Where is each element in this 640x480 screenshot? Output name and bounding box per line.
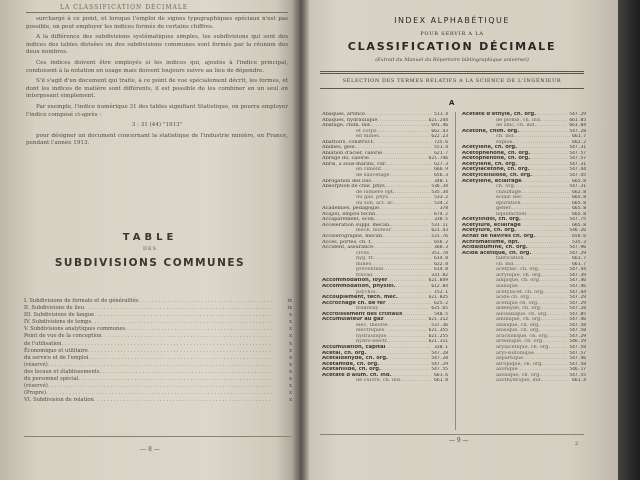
index-term: acide ch. org. — [496, 295, 531, 301]
index-code: 547.28 — [569, 128, 586, 134]
left-page-number: — 8 — — [140, 446, 160, 453]
toc-page: x — [289, 326, 292, 333]
index-code: 546.17 — [569, 367, 586, 373]
index-term: Abîmes, géol. — [322, 145, 357, 151]
index-code: 625.2 — [434, 300, 448, 306]
index-term: liquéfaction — [496, 211, 527, 217]
index-term: Acétophénone, ch. org. — [462, 156, 531, 162]
toc-page: x — [289, 354, 292, 361]
index-letter: A — [449, 99, 455, 107]
index-term: Achromatisme, opt. — [462, 239, 520, 245]
index-code: 621.849 — [428, 278, 448, 284]
section-heading: SÉLECTION DES TERMES RELATIFS A LA SCIENCE DE L'INGÉNIEUR — [342, 78, 562, 84]
index-term: psychol. — [356, 289, 377, 295]
index-term: hydraulique — [356, 333, 387, 339]
index-term: azotique — [496, 367, 518, 373]
index-code: 614.8 — [434, 256, 448, 262]
paragraph: Par exemple, l'indice numérique 31 des tables signifiant Statistique, on pourra employer l'indice composé ci-après : — [26, 103, 288, 118]
toc-leader — [101, 333, 272, 340]
index-term: Accélérographe, mécan. — [322, 234, 384, 240]
index-term: fabrication — [496, 256, 524, 262]
book-gutter — [292, 0, 310, 480]
paragraph: A la différence des subdivisions systématiques simples, les subdivisions qui sont des indices des tables divisées ou des subdivisions communes sont formés par la réunion des deux nombres. — [26, 34, 288, 56]
right-rule-top-2 — [320, 73, 584, 74]
toc-label: VI. Subdivision de relation — [24, 397, 94, 404]
index-code: 656.6 — [572, 234, 586, 240]
toc-page: ix — [287, 305, 292, 312]
index-code: 547.31 — [569, 145, 586, 151]
toc-page: x — [289, 347, 292, 354]
toc-label: II. Subdivisions de lieu — [24, 305, 85, 312]
index-term: Acétaldéhyde, ch. org. — [322, 356, 389, 362]
index-code: 621.312 — [428, 317, 448, 323]
index-code: 531.76 — [431, 234, 448, 240]
index-term: de plomb, ch. ind. — [496, 117, 542, 123]
index-term: Accumulateur au gaz — [322, 317, 384, 323]
toc-leader — [62, 341, 273, 348]
source-note: (Extrait du Manuel du Répertoire bibliographique universel) — [375, 57, 529, 63]
index-code: 548.5 — [434, 311, 448, 317]
toc-row — [24, 362, 292, 369]
index-code: 621.825 — [428, 295, 448, 301]
index-term: électriques — [356, 328, 385, 334]
index-term: Accommodation, loyer — [322, 278, 388, 284]
index-code: 661.8 — [434, 378, 448, 384]
index-code: 661.7 — [572, 134, 586, 140]
toc-label: I. Subdivisions de formats et de généralités — [24, 298, 139, 304]
toc-page: x — [289, 361, 292, 368]
index-code: 533.2 — [434, 195, 448, 201]
index-term: anisique, ch. org. — [496, 322, 540, 328]
index-code: 547.96 — [569, 245, 586, 251]
index-code: 625.65 — [431, 306, 448, 312]
right-page-number: — 9 — — [449, 437, 469, 444]
index-term: acétylac. ch. org. — [496, 267, 540, 273]
index-term: Accélération suppl. mécan. — [322, 222, 391, 228]
toc-page: x — [289, 312, 292, 319]
index-term: mines — [356, 261, 372, 267]
index-term: Acétylène, ch. org. — [462, 145, 518, 151]
index-term: prévention — [356, 267, 384, 273]
index-code: 621.746 — [428, 156, 448, 162]
toc-page: x — [289, 397, 292, 404]
index-term: Achat de navires ch. org. — [462, 234, 536, 240]
toc-leader — [139, 298, 272, 305]
index-entry — [462, 378, 586, 384]
index-code: 621.311 — [428, 339, 448, 345]
index-term: Acétanilide, ch. org. — [322, 367, 381, 373]
toc-label: des locaux et établissements — [24, 368, 100, 375]
left-running-head: LA CLASSIFICATION DÉCIMALE — [60, 4, 189, 11]
toc-leader — [94, 397, 272, 404]
index-code: 340.1 — [434, 178, 448, 184]
toc-leader — [46, 390, 272, 397]
toc-page: ix — [287, 298, 292, 304]
toc-row — [24, 397, 292, 404]
index-term: ch. ind. — [496, 134, 515, 140]
index-code: 547.28 — [569, 306, 586, 312]
toc-row — [24, 326, 292, 333]
toc-label: III. Subdivisions de langue — [24, 312, 95, 319]
index-code: 537.36 — [431, 322, 448, 328]
paragraph: S'il s'agit d'un document qui traite, à ce point de vue spécialement décrit, les formes, et dont les indices de matière sont différents, il est possible de les combiner en un seul en interposant simplement. — [26, 78, 288, 100]
index-term: Accroissement des cristaux — [322, 311, 403, 317]
index-code: 661.7 — [572, 256, 586, 262]
index-code: 622.23 — [431, 134, 448, 140]
index-term: acétylacét. ch. org. — [496, 289, 545, 295]
column-divider — [455, 112, 456, 430]
index-column-1 — [322, 112, 448, 384]
index-code: 351.78 — [431, 250, 448, 256]
table-of-contents — [24, 298, 292, 404]
toc-leader — [48, 362, 272, 369]
index-code: 547.85 — [569, 311, 586, 317]
right-rule-top — [320, 71, 584, 72]
index-code: 547.29 — [569, 250, 586, 256]
index-term: Acétylène, éclairage — [462, 178, 522, 184]
index-term: éclair. bec — [496, 195, 522, 201]
index-term: Acétamide, ch. org. — [322, 361, 380, 367]
index-code: 378 — [439, 206, 448, 212]
toc-leader — [48, 383, 272, 390]
table-subtitle: SUBDIVISIONS COMMUNES — [54, 257, 246, 269]
index-term: Abrogation des lois — [322, 178, 371, 184]
index-term: Acétylure, éclairage — [462, 222, 521, 228]
index-code: 691.46 — [431, 123, 448, 129]
toc-row — [24, 333, 292, 340]
index-code: 547.46 — [569, 283, 586, 289]
index-term: aldéhyde, ch. org. — [496, 306, 542, 312]
index-term: et corps — [356, 128, 377, 134]
index-term: ch. org. — [496, 184, 516, 190]
index-term: Acétone, chim. org. — [462, 128, 520, 134]
index-term: atropique, ch. org. — [496, 361, 544, 367]
index-code: 656.2 — [434, 239, 448, 245]
index-term: Acétophénone, ch. org. — [462, 150, 531, 156]
index-code: 531.11 — [431, 222, 448, 228]
toc-page: x — [289, 383, 292, 390]
index-term: méch. moteur — [356, 228, 392, 234]
index-code: 547.44 — [569, 289, 586, 295]
index-code: 546.19 — [569, 339, 586, 345]
index-term: Abris, à sous-marins, cur. — [322, 161, 387, 167]
toc-label: de l'utilisation — [24, 340, 62, 347]
index-code: 547.55 — [431, 367, 448, 373]
index-term: Accommodation, physiol. — [322, 283, 396, 289]
index-code: 547.28 — [431, 350, 448, 356]
signature-mark: 2 — [575, 441, 579, 447]
toc-page: x — [289, 333, 292, 340]
left-body-text — [26, 16, 288, 151]
toc-label: (réservé) — [24, 383, 48, 390]
toc-row — [24, 348, 292, 355]
index-term: Acétate d'alum. ch. ind. — [322, 372, 392, 378]
index-code: 661.6 — [434, 372, 448, 378]
index-code: 547.29 — [569, 333, 586, 339]
toc-label: du personnel spécial — [24, 376, 79, 383]
index-code: 547.58 — [569, 344, 586, 350]
index-term: adipique, ch. org. — [496, 278, 541, 284]
index-term: Acétylindol, ch. org. — [462, 217, 521, 223]
index-code: 368.3 — [434, 245, 448, 251]
index-term: Accès, portes, ch. f. — [322, 239, 372, 245]
index-code: 547.31 — [569, 184, 586, 190]
index-term: Abaques, hydraulique — [322, 117, 378, 123]
index-code: 547.29 — [569, 300, 586, 306]
index-code: 612.84 — [431, 283, 448, 289]
index-code: 551.4 — [434, 145, 448, 151]
index-code: 536.34 — [431, 184, 448, 190]
toc-label: IV. Subdivisions de temps — [24, 319, 92, 326]
index-code: 665.8 — [572, 200, 586, 206]
index-term: de sauvetage — [356, 173, 390, 179]
index-code: 547.57 — [569, 150, 586, 156]
paragraph: pour désigner un document concernant la statistique de l'industrie minière, en France, pendant l'année 1913. — [26, 132, 288, 147]
toc-leader — [78, 376, 272, 383]
toc-row — [24, 305, 292, 312]
left-header-rule — [26, 12, 288, 13]
index-code: 665.8 — [572, 211, 586, 217]
index-code: 547.75 — [569, 217, 586, 223]
index-term: ch. ind. — [496, 261, 515, 267]
index-code: 547.44 — [569, 167, 586, 173]
toc-row — [24, 390, 292, 397]
index-term: de lumière opt. — [356, 189, 395, 195]
index-code: 621.43 — [431, 228, 448, 234]
index-term: Acétylacétone, ch. org. — [462, 167, 530, 173]
index-leader — [542, 378, 570, 384]
toc-label: V. Subdivisions analytiques communes — [24, 326, 126, 333]
toc-leader — [94, 312, 272, 319]
index-term: Acétate d'éthyle, ch. org. — [462, 112, 537, 117]
index-term: aminique, ch. org. — [496, 317, 543, 323]
toc-row — [24, 383, 292, 390]
index-code: 547.44 — [569, 267, 586, 273]
index-code: 661.4 — [572, 378, 586, 384]
index-code: 511.4 — [434, 112, 448, 117]
index-term: Abaques, artifice — [322, 112, 365, 117]
toc-row — [24, 341, 292, 348]
index-term: de cuivre, ch. ind. — [356, 378, 402, 384]
index-code: 547.46 — [569, 278, 586, 284]
index-term: anisique, ch. org. — [496, 328, 540, 334]
index-code: 535.3 — [572, 239, 586, 245]
left-bottom-rule — [24, 436, 292, 437]
index-leader — [402, 378, 433, 384]
toc-leader — [100, 369, 272, 376]
index-code: 547.46 — [569, 356, 586, 362]
index-term: en ciment — [356, 167, 382, 173]
index-code: 656.3 — [434, 173, 448, 179]
index-code: 662.43 — [431, 128, 448, 134]
toc-label: du service et de l'emploi — [24, 354, 89, 361]
index-term: alloxanique, ch. org. — [496, 311, 548, 317]
index-code: 665.8 — [572, 222, 586, 228]
index-term: Accrochage ch. de fer — [322, 300, 386, 306]
right-rule-section — [320, 88, 584, 89]
index-title: INDEX ALPHABÉTIQUE — [394, 16, 510, 25]
index-term: Accaparement, écon. — [322, 217, 376, 223]
formula: 3 : 31 (44) "1913" — [131, 122, 183, 129]
toc-leader — [125, 326, 272, 333]
index-code: 547.58 — [569, 361, 586, 367]
toc-page: x — [289, 340, 292, 347]
index-code: 547.29 — [569, 295, 586, 301]
index-code: 614.8 — [434, 267, 448, 273]
index-term: Accident, assurance — [322, 245, 374, 251]
table-title: TABLE — [122, 232, 178, 243]
toc-page: x — [289, 319, 292, 326]
page-edge-shadow — [618, 0, 640, 480]
index-code: 547.58 — [569, 328, 586, 334]
index-term: élec. théorie — [356, 322, 388, 328]
index-term: explos. — [496, 139, 514, 145]
index-code: 547.45 — [569, 173, 586, 179]
index-code: 674.2 — [434, 211, 448, 217]
toc-label: (réservé) — [24, 361, 48, 368]
index-term: en mines — [356, 134, 379, 140]
index-term: acétique ch. org. — [496, 300, 539, 306]
index-code: 547.58 — [569, 322, 586, 328]
index-term: alanique — [496, 283, 518, 289]
index-code: 547.55 — [569, 372, 586, 378]
index-code: 665.8 — [572, 206, 586, 212]
index-term: aspartique — [496, 356, 524, 362]
table-des: DES — [142, 246, 158, 252]
index-term: génér. — [496, 206, 512, 212]
index-term: chauffage — [496, 189, 521, 195]
index-code: 535.34 — [431, 189, 448, 195]
index-term: arachidique, ch. org. — [496, 333, 549, 339]
index-code: 152.1 — [434, 289, 448, 295]
toc-leader — [84, 305, 272, 312]
index-term: hyg. tr. — [356, 256, 374, 262]
index-code: 547.31 — [569, 161, 586, 167]
index-code: 665.8 — [572, 195, 586, 201]
index-code: 662.8 — [572, 189, 586, 195]
index-term: Accouplement, tech. méc. — [322, 295, 398, 301]
index-code: 547.57 — [569, 350, 586, 356]
index-term: Acétylcellulose, ch. org. — [462, 173, 533, 179]
paragraph: Ces indices doivent être employés si les indices qui, ajoutés à l'indice principal, conduisent à la notation en usage mais doivent toujours suivre au lieu de dépendre. — [26, 59, 288, 74]
toc-row — [24, 376, 292, 383]
index-term: Acidalbumine, ch. org. — [462, 245, 528, 251]
toc-label: Économique et utilitaire — [24, 347, 88, 354]
toc-label: (Propre) — [24, 390, 47, 397]
index-column-2 — [462, 112, 586, 384]
index-code: 338.5 — [434, 217, 448, 223]
index-code: 725.6 — [434, 139, 448, 145]
index-entry — [322, 378, 448, 384]
index-code: 330.1 — [434, 344, 448, 350]
index-code: 547.28 — [431, 356, 448, 362]
index-term: arsénique, ch. org. — [496, 339, 544, 345]
index-code: 547.57 — [569, 156, 586, 162]
index-term: du son, act. ac. — [356, 200, 395, 206]
paragraph: surchargé à ce point, et lorsque l'emploi de signes typographiques spéciaux n'est pas possible, on peut employer les indices formés de certains chiffres. — [26, 16, 288, 30]
index-term: tramway — [356, 306, 379, 312]
index-code: 621.7 — [434, 150, 448, 156]
index-code: 661.84 — [569, 123, 586, 129]
index-code: 621.355 — [428, 328, 448, 334]
index-term: azoxique, ch. org. — [496, 372, 541, 378]
left-page — [0, 0, 300, 480]
index-term: du gaz, phys. — [356, 195, 390, 201]
index-term: azothydrique, ind. — [496, 378, 543, 384]
index-code: 665.8 — [572, 178, 586, 184]
index-term: Acajou, emploi techn. — [322, 211, 377, 217]
index-term: de zinc, ch. ind. — [496, 123, 536, 129]
toc-leader — [88, 348, 272, 355]
index-code: 546.26 — [569, 228, 586, 234]
toc-row — [24, 298, 292, 305]
index-code: 622.8 — [434, 261, 448, 267]
index-term: hydro-électr. — [356, 339, 389, 345]
index-code: 547.29 — [569, 112, 586, 117]
index-term: Absorption de chal. phys. — [322, 184, 387, 190]
right-bottom-rule — [320, 434, 584, 435]
toc-leader — [91, 319, 272, 326]
index-term: Acétylène, ch. org. — [462, 161, 518, 167]
index-term: Abrégé du, calorie — [322, 156, 369, 162]
toc-label: Point de vue de la conception — [24, 333, 102, 340]
index-term: Acide acétique, ch. org. — [462, 250, 532, 256]
index-term: acrylique, ch. org. — [496, 272, 543, 278]
index-code: 547.46 — [569, 317, 586, 323]
toc-row — [24, 319, 292, 326]
index-term: Acétal, ch. org. — [322, 350, 367, 356]
index-code: 331.82 — [431, 272, 448, 278]
index-term: Accumulation, capital — [322, 344, 386, 350]
toc-page: x — [289, 368, 292, 375]
index-code: 666.9 — [434, 167, 448, 173]
index-code: 621.255 — [428, 333, 448, 339]
index-term: travail — [356, 272, 373, 278]
classification-title: CLASSIFICATION DÉCIMALE — [347, 40, 557, 53]
index-term: civils — [356, 250, 369, 256]
index-term: Abatage, chim. ind. — [322, 123, 372, 129]
toc-row — [24, 312, 292, 319]
toc-row — [24, 355, 292, 362]
index-code: 627.3 — [434, 161, 448, 167]
index-code: 661.85 — [569, 117, 586, 123]
index-code: 662.2 — [572, 139, 586, 145]
index-term: Abattoirs, construct. — [322, 139, 375, 145]
index-code: 547.29 — [431, 361, 448, 367]
index-term: Acétylure, ch. org. — [462, 228, 517, 234]
toc-leader — [88, 355, 272, 362]
index-code: 534.2 — [434, 200, 448, 206]
index-term: Ablation d'acier, calorie — [322, 150, 383, 156]
index-term: Académies, pédagogie — [322, 206, 379, 212]
toc-page: x — [289, 390, 292, 397]
toc-row — [24, 369, 292, 376]
index-subtitle: POUR SERVIR A LA — [420, 31, 484, 37]
index-code: 661.7 — [572, 261, 586, 267]
toc-page: x — [289, 376, 292, 383]
index-term: aryl-sulfonique — [496, 350, 534, 356]
index-term: arylacétique, ch. org. — [496, 344, 551, 350]
index-code: 621.244 — [428, 117, 448, 123]
index-term: épuration — [496, 200, 521, 206]
index-code: 547.39 — [569, 272, 586, 278]
